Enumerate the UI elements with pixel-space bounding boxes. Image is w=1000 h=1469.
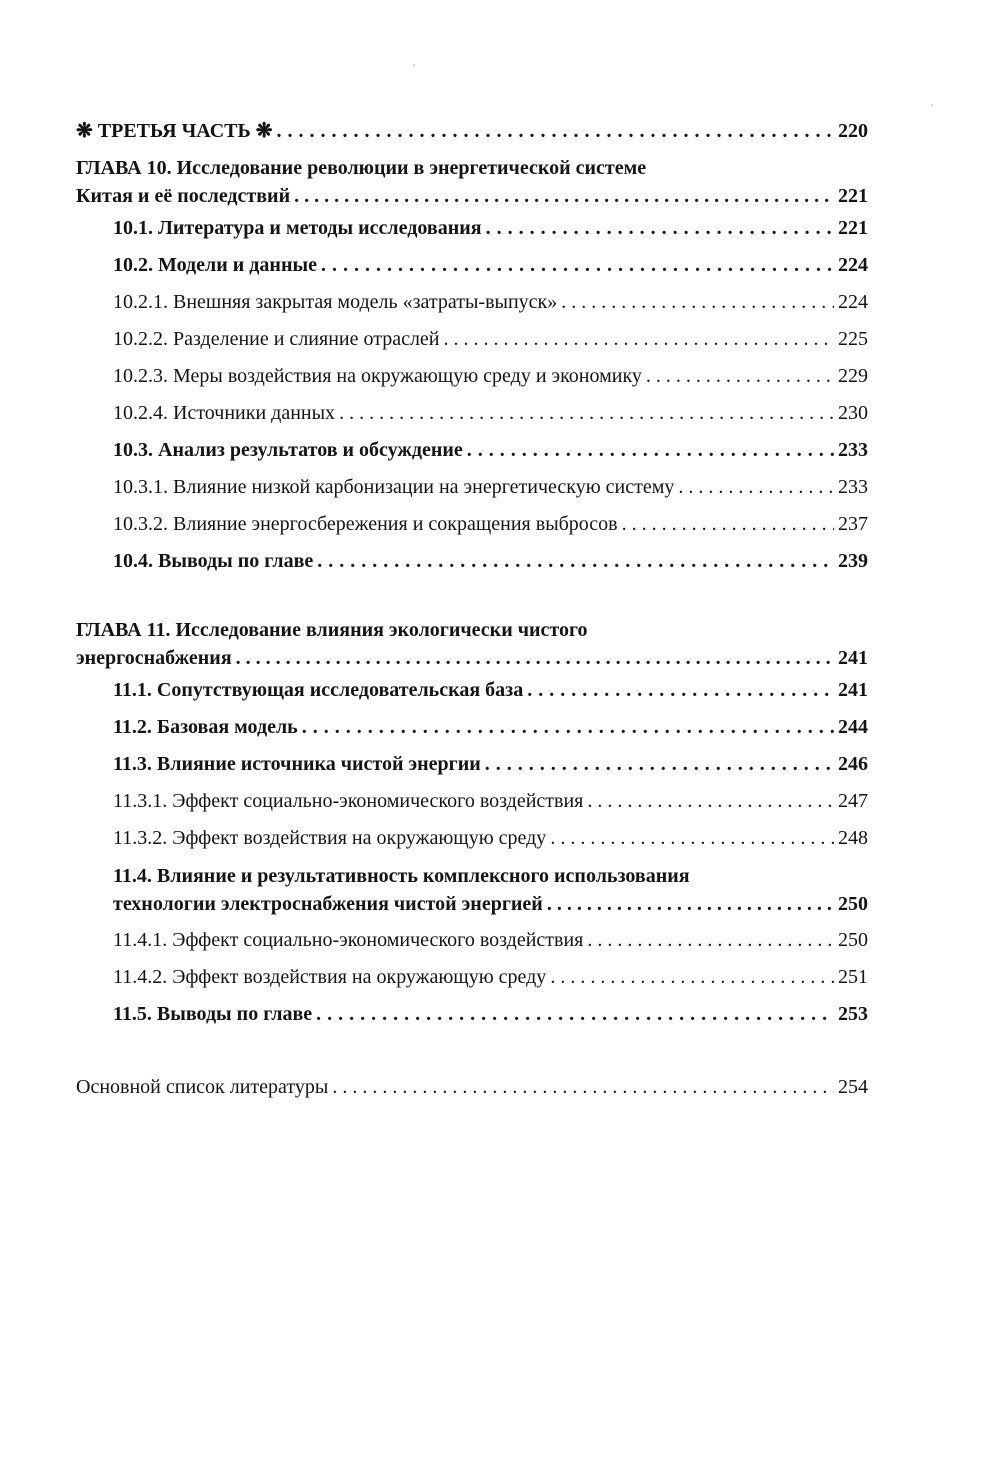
entry-label-line: 11.4. Влияние и результативность комплексного использования <box>113 865 690 887</box>
leader-dots <box>587 783 834 820</box>
toc-bibliography[interactable] <box>76 1069 868 1106</box>
leader-dots <box>646 358 834 395</box>
leader-dots <box>444 321 834 358</box>
leader-dots <box>527 672 834 709</box>
page-number: 230 <box>838 402 868 424</box>
leader-dots <box>317 543 834 580</box>
leader-dots <box>236 644 834 672</box>
toc-entry-11-3[interactable] <box>76 746 868 783</box>
leader-dots <box>486 210 834 247</box>
toc-entry-10-2-1[interactable] <box>76 284 868 321</box>
entry-label: 10.3.1. Влияние низкой карбонизации на энергетическую систему <box>113 476 675 498</box>
toc-part-three[interactable] <box>76 113 868 150</box>
page-number: 244 <box>838 716 868 738</box>
page-number: 221 <box>838 217 868 239</box>
leader-dots <box>561 284 834 321</box>
page-number: 241 <box>838 647 868 669</box>
page-number: 233 <box>838 476 868 498</box>
page-number: 241 <box>838 679 868 701</box>
page-number: 221 <box>838 185 868 207</box>
toc-entry-11-5[interactable] <box>76 996 868 1033</box>
page-number: 250 <box>838 929 868 951</box>
leader-dots <box>678 469 834 506</box>
entry-label: 10.2. Модели и данные <box>113 254 317 276</box>
leader-dots <box>316 996 834 1033</box>
page-number: 253 <box>838 1003 868 1025</box>
leader-dots <box>302 709 834 746</box>
page-number: 233 <box>838 439 868 461</box>
toc-entry-11-4[interactable] <box>76 862 868 918</box>
leader-dots <box>321 247 834 284</box>
toc-entry-11-3-2[interactable] <box>76 820 868 857</box>
leader-dots <box>276 113 834 150</box>
toc-entry-11-3-1[interactable] <box>76 783 868 820</box>
entry-label: 10.2.4. Источники данных <box>113 402 336 424</box>
entry-label: 11.4.1. Эффект социально-экономического воздействия <box>113 929 584 951</box>
part-title: ❋ ТРЕТЬЯ ЧАСТЬ ❋ <box>76 120 273 142</box>
page-number: 225 <box>838 328 868 350</box>
leader-dots <box>622 506 834 543</box>
leader-dots <box>550 820 834 857</box>
page-number: 247 <box>838 790 868 812</box>
entry-label: 11.1. Сопутствующая исследовательская база <box>113 679 524 701</box>
leader-dots <box>547 890 834 918</box>
leader-dots <box>587 922 834 959</box>
entry-label: 11.4.2. Эффект воздействия на окружающую среду <box>113 966 547 988</box>
page-number: 237 <box>838 513 868 535</box>
toc-entry-11-4-2[interactable] <box>76 959 868 996</box>
toc-entry-10-2-2[interactable] <box>76 321 868 358</box>
toc-chapter-11[interactable] <box>76 616 868 672</box>
page-number: 254 <box>838 1076 868 1098</box>
page-number: 224 <box>838 254 868 276</box>
entry-label: 11.3.1. Эффект социально-экономического воздействия <box>113 790 584 812</box>
entry-label: 10.2.3. Меры воздействия на окружающую среду и экономику <box>113 365 642 387</box>
toc-entry-11-2[interactable] <box>76 709 868 746</box>
toc-entry-11-1[interactable] <box>76 672 868 709</box>
entry-label: 10.3.2. Влияние энергосбережения и сокращения выбросов <box>113 513 618 535</box>
page-number: 229 <box>838 365 868 387</box>
toc-entry-10-1[interactable] <box>76 210 868 247</box>
leader-dots <box>339 395 834 432</box>
toc-entry-10-2-3[interactable] <box>76 358 868 395</box>
entry-label: 11.2. Базовая модель <box>113 716 298 738</box>
leader-dots <box>467 432 834 469</box>
page-number: 248 <box>838 827 868 849</box>
chapter-title-line: ГЛАВА 11. Исследование влияния экологически чистого <box>76 619 588 641</box>
entry-label: 10.2.2. Разделение и слияние отраслей <box>113 328 440 350</box>
entry-label: 11.5. Выводы по главе <box>113 1003 313 1025</box>
toc-entry-11-4-1[interactable] <box>76 922 868 959</box>
toc-entry-10-3-1[interactable] <box>76 469 868 506</box>
leader-dots <box>332 1069 834 1106</box>
scan-speck <box>413 64 415 66</box>
entry-label: 10.4. Выводы по главе <box>113 550 314 572</box>
page-number: 251 <box>838 966 868 988</box>
toc-chapter-10[interactable] <box>76 154 868 210</box>
table-of-contents <box>76 113 868 1106</box>
chapter-title-line: энергоснабжения <box>76 647 232 669</box>
leader-dots <box>485 746 834 783</box>
chapter-title-line: ГЛАВА 10. Исследование революции в энергетической системе <box>76 157 647 179</box>
toc-entry-10-4[interactable] <box>76 543 868 580</box>
entry-label: 10.2.1. Внешняя закрытая модель «затраты-выпуск» <box>113 291 558 313</box>
page-number: 239 <box>838 550 868 572</box>
page-number: 246 <box>838 753 868 775</box>
toc-entry-10-2[interactable] <box>76 247 868 284</box>
leader-dots <box>550 959 834 996</box>
entry-label: 11.3.2. Эффект воздействия на окружающую среду <box>113 827 547 849</box>
scan-speck <box>931 104 933 106</box>
page-number: 250 <box>838 893 868 915</box>
toc-entry-10-3[interactable] <box>76 432 868 469</box>
chapter-title-line: Китая и её последствий <box>76 185 291 207</box>
entry-label: 10.1. Литература и методы исследования <box>113 217 482 239</box>
toc-entry-10-2-4[interactable] <box>76 395 868 432</box>
page-number: 224 <box>838 291 868 313</box>
toc-entry-10-3-2[interactable] <box>76 506 868 543</box>
leader-dots <box>294 182 834 210</box>
entry-label: Основной список литературы <box>76 1076 329 1098</box>
page-number: 220 <box>838 120 868 142</box>
entry-label-line: технологии электроснабжения чистой энергией <box>113 893 543 915</box>
entry-label: 10.3. Анализ результатов и обсуждение <box>113 439 463 461</box>
entry-label: 11.3. Влияние источника чистой энергии <box>113 753 481 775</box>
